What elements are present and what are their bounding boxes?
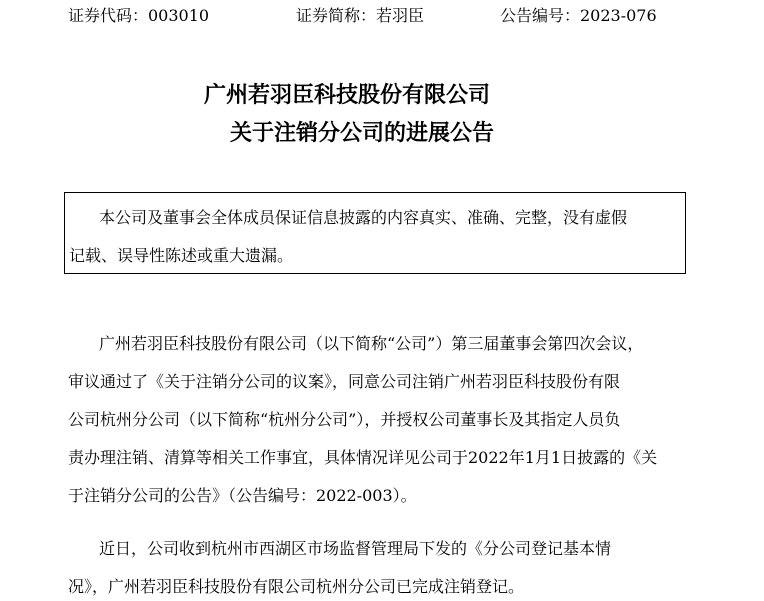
announcement-title: 关于注销分公司的进展公告 — [230, 120, 495, 146]
body-line: 审议通过了《关于注销分公司的议案》，同意公司注销广州若羽臣科技股份有限 — [68, 372, 621, 391]
document-header — [0, 2, 764, 30]
body-line: 近日，公司收到杭州市西湖区市场监督管理局下发的《分公司登记基本情 — [99, 539, 612, 558]
body-line: 广州若羽臣科技股份有限公司（以下简称“公司”）第三届董事会第四次会议， — [99, 334, 644, 353]
body-line: 况》，广州若羽臣科技股份有限公司杭州分公司已完成注销登记。 — [68, 577, 525, 596]
notice-number: 公告编号：2023-076 — [500, 6, 657, 25]
disclaimer-line: 记载、误导性陈述或重大遗漏。 — [69, 246, 294, 265]
company-title: 广州若羽臣科技股份有限公司 — [204, 82, 491, 108]
security-code: 证券代码：003010 — [68, 6, 210, 25]
disclaimer-box — [64, 192, 686, 274]
disclaimer-line: 本公司及董事会全体成员保证信息披露的内容真实、准确、完整，没有虚假 — [99, 208, 628, 227]
body-line: 责办理注销、清算等相关工作事宜，具体情况详见公司于2022年1月1日披露的《关 — [68, 448, 658, 467]
security-name: 证券简称：若羽臣 — [296, 6, 425, 25]
body-line: 于注销分公司的公告》（公告编号：2022-003）。 — [68, 486, 417, 505]
body-line: 公司杭州分公司（以下简称“杭州分公司”），并授权公司董事长及其指定人员负 — [68, 410, 621, 429]
